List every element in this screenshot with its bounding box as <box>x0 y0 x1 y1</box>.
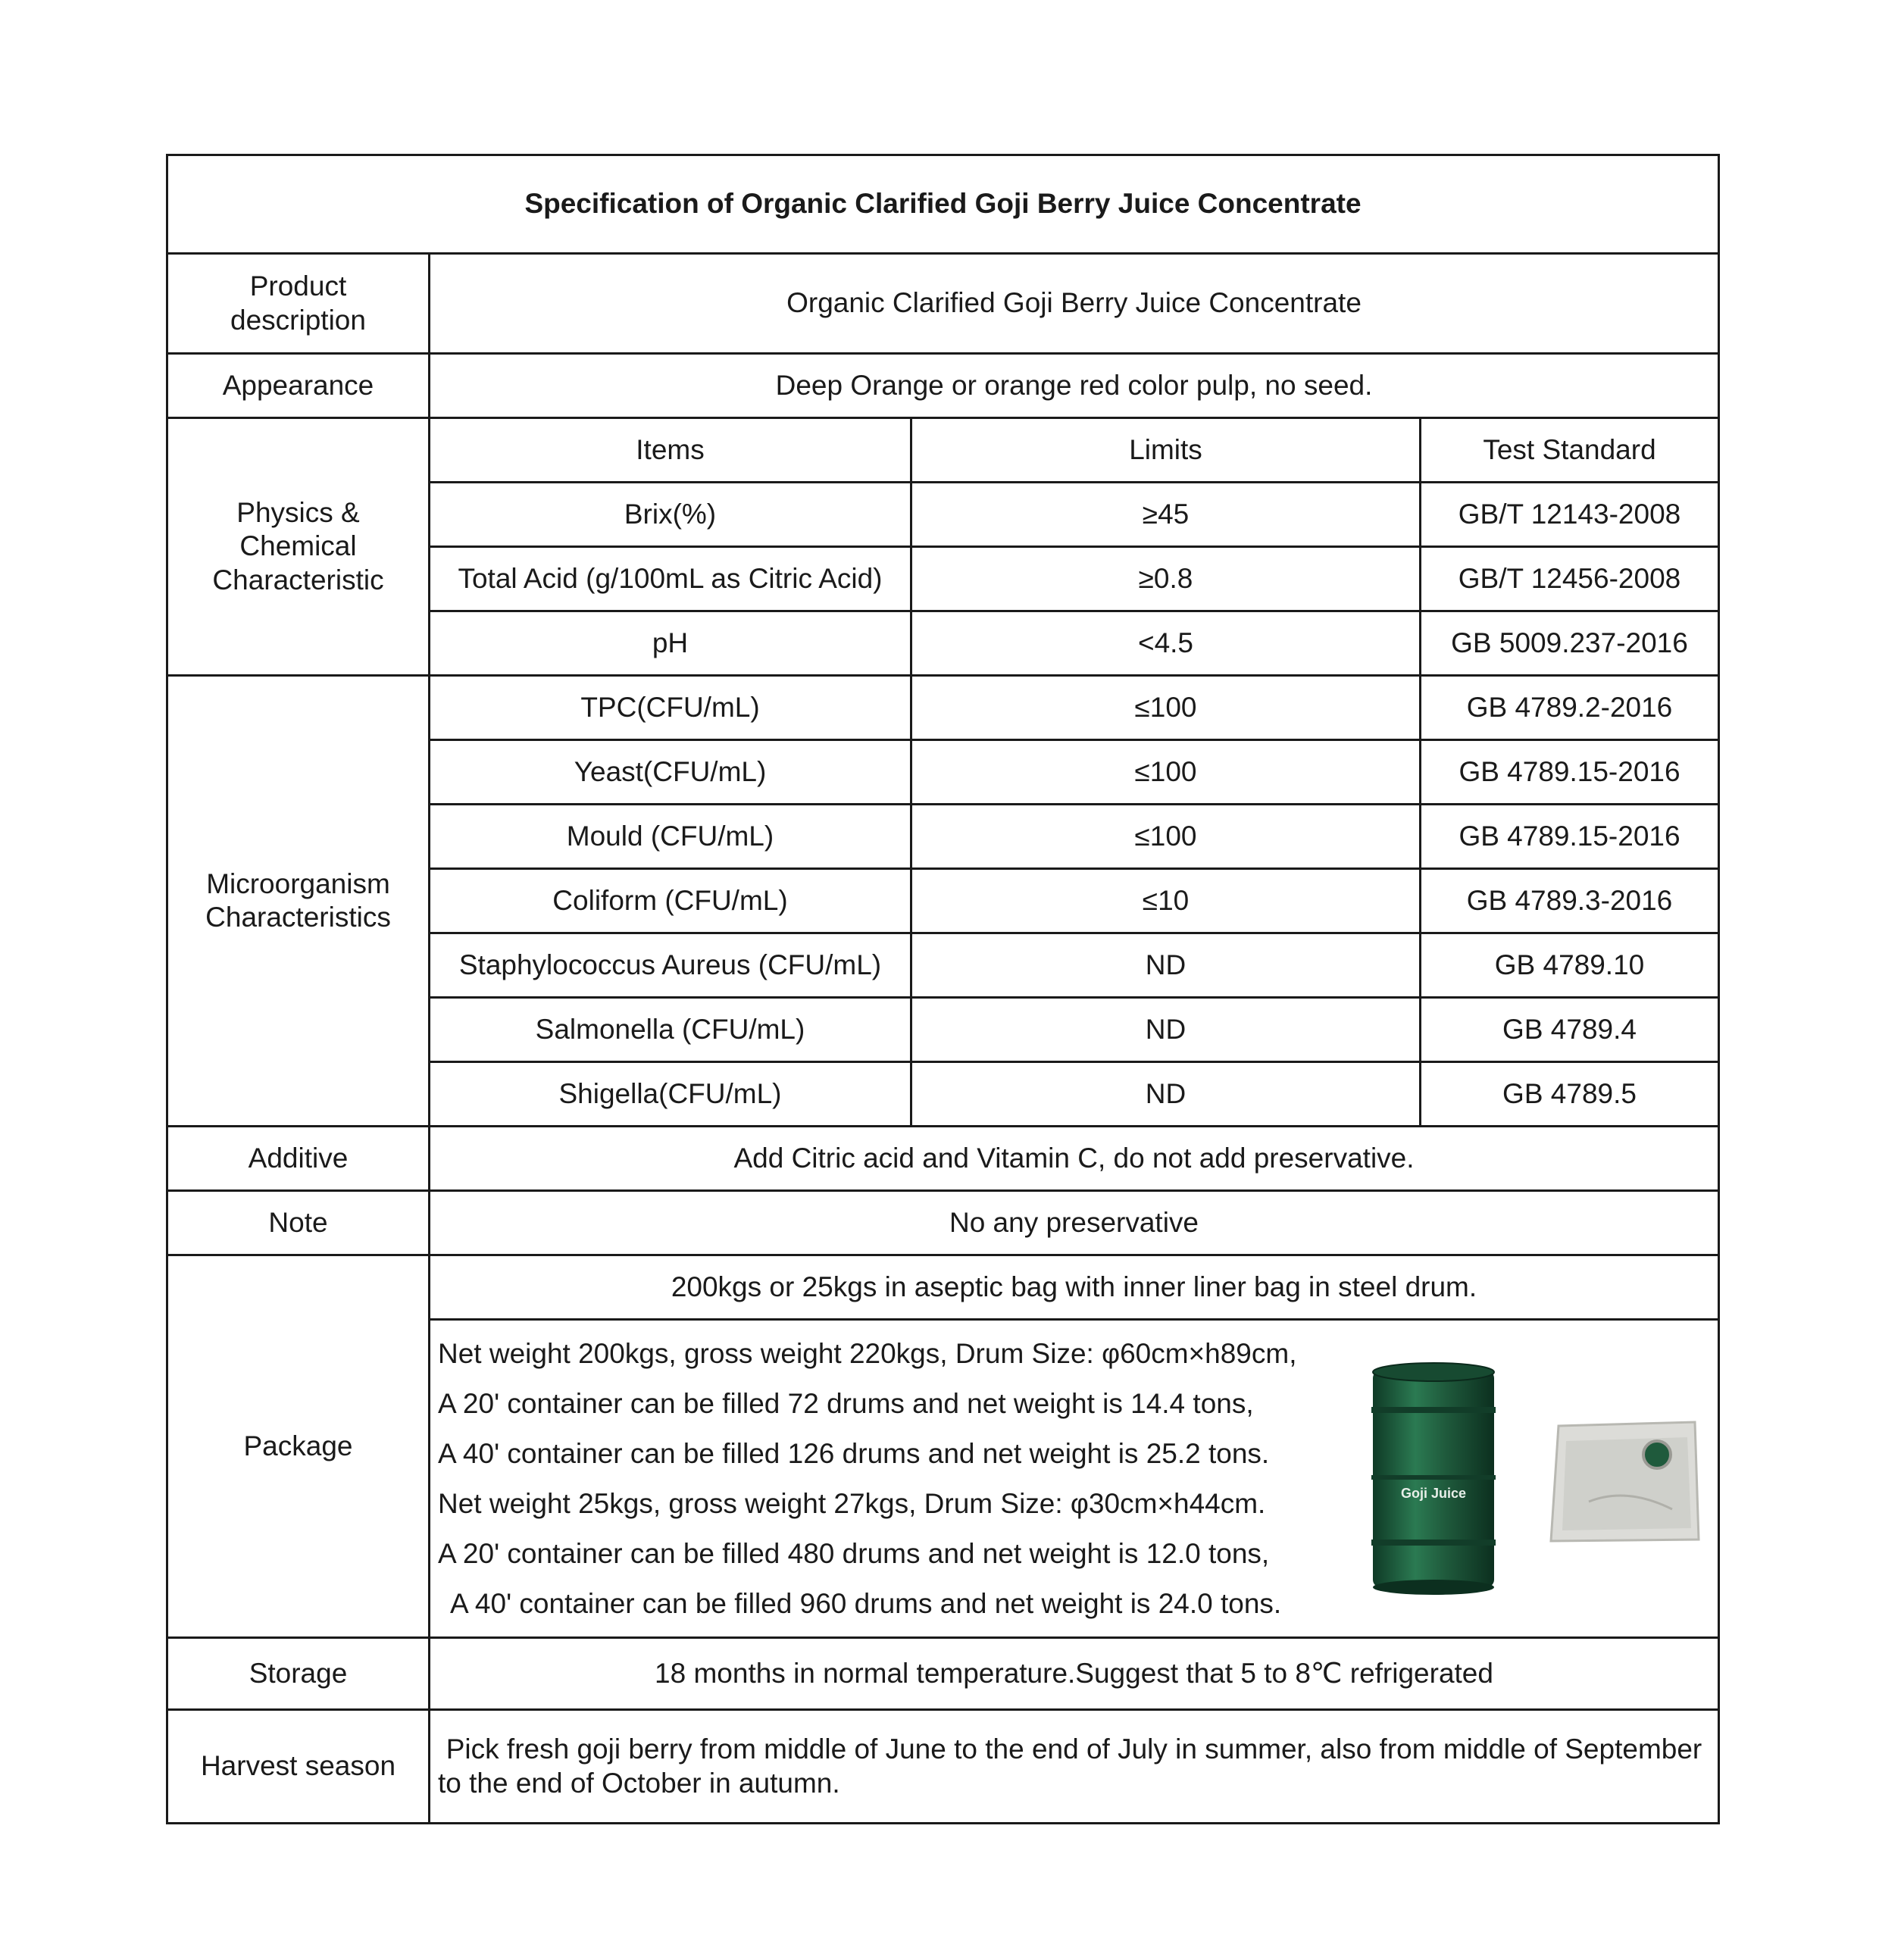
micro-standard: GB 4789.15-2016 <box>1421 740 1719 805</box>
micro-item: Coliform (CFU/mL) <box>430 869 911 933</box>
package-lines <box>438 1329 1297 1629</box>
micro-label-line1: Microorganism <box>206 867 390 899</box>
micro-standard: GB 4789.4 <box>1421 998 1719 1062</box>
micro-limit: ≤100 <box>911 676 1421 740</box>
storage-label: Storage <box>167 1638 430 1710</box>
appearance-value: Deep Orange or orange red color pulp, no seed. <box>430 354 1719 418</box>
harvest-value: Pick fresh goji berry from middle of June to the end of July in summer, also from middle of September to the end of October in autumn. <box>430 1710 1719 1824</box>
physics-limit: <4.5 <box>911 611 1421 676</box>
micro-limit: ND <box>911 933 1421 998</box>
micro-item: TPC(CFU/mL) <box>430 676 911 740</box>
harvest-label: Harvest season <box>167 1710 430 1824</box>
product-description-label <box>167 254 430 354</box>
spec-title: Specification of Organic Clarified Goji Berry Juice Concentrate <box>167 155 1719 254</box>
product-description-value: Organic Clarified Goji Berry Juice Concentrate <box>430 254 1719 354</box>
package-line: Net weight 200kgs, gross weight 220kgs, Drum Size: φ60cm×h89cm, <box>438 1337 1297 1369</box>
physics-standard: GB/T 12456-2008 <box>1421 547 1719 611</box>
spec-sheet <box>166 154 1718 1821</box>
micro-standard: GB 4789.15-2016 <box>1421 805 1719 869</box>
micro-item: Yeast(CFU/mL) <box>430 740 911 805</box>
package-line: A 20' container can be filled 480 drums and net weight is 12.0 tons, <box>438 1537 1270 1569</box>
physics-chemical-label <box>167 418 430 676</box>
package-line: A 40' container can be filled 960 drums and net weight is 24.0 tons. <box>450 1587 1282 1619</box>
physics-standard: GB/T 12143-2008 <box>1421 483 1719 547</box>
physics-label-line1: Physics & <box>236 496 360 528</box>
micro-limit: ≤100 <box>911 805 1421 869</box>
drum-label-text: Goji Juice <box>1400 1485 1467 1501</box>
note-label: Note <box>167 1191 430 1255</box>
microorganism-label <box>167 676 430 1127</box>
package-line: Net weight 25kgs, gross weight 27kgs, Drum Size: φ30cm×h44cm. <box>438 1487 1266 1519</box>
storage-value: 18 months in normal temperature.Suggest that 5 to 8℃ refrigerated <box>430 1638 1719 1710</box>
micro-limit: ≤10 <box>911 869 1421 933</box>
physics-label-line3: Characteristic <box>212 564 384 596</box>
micro-item: Staphylococcus Aureus (CFU/mL) <box>430 933 911 998</box>
spec-table <box>166 154 1720 1824</box>
micro-label-line2: Characteristics <box>205 902 391 933</box>
physics-limit: ≥45 <box>911 483 1421 547</box>
table-row <box>167 676 1719 740</box>
product-description-label-line1: Product <box>249 270 347 302</box>
micro-standard: GB 4789.10 <box>1421 933 1719 998</box>
micro-limit: ND <box>911 998 1421 1062</box>
aseptic-bag-image <box>1543 1411 1702 1547</box>
micro-item: Mould (CFU/mL) <box>430 805 911 869</box>
package-images <box>1369 1361 1702 1596</box>
physics-item: Total Acid (g/100mL as Citric Acid) <box>430 547 911 611</box>
micro-standard: GB 4789.5 <box>1421 1062 1719 1127</box>
product-description-label-line2: description <box>230 304 366 336</box>
micro-standard: GB 4789.3-2016 <box>1421 869 1719 933</box>
package-line: A 20' container can be filled 72 drums and net weight is 14.4 tons, <box>438 1387 1254 1419</box>
header-items: Items <box>430 418 911 483</box>
package-bag-line: 200kgs or 25kgs in aseptic bag with inner liner bag in steel drum. <box>430 1255 1719 1320</box>
physics-standard: GB 5009.237-2016 <box>1421 611 1719 676</box>
header-limits: Limits <box>911 418 1421 483</box>
micro-limit: ND <box>911 1062 1421 1127</box>
note-value: No any preservative <box>430 1191 1719 1255</box>
micro-item: Salmonella (CFU/mL) <box>430 998 911 1062</box>
physics-item: pH <box>430 611 911 676</box>
micro-item: Shigella(CFU/mL) <box>430 1062 911 1127</box>
micro-limit: ≤100 <box>911 740 1421 805</box>
package-line: A 40' container can be filled 126 drums and net weight is 25.2 tons. <box>438 1437 1270 1469</box>
micro-standard: GB 4789.2-2016 <box>1421 676 1719 740</box>
physics-label-line2: Chemical <box>239 530 357 562</box>
additive-label: Additive <box>167 1127 430 1191</box>
physics-item: Brix(%) <box>430 483 911 547</box>
additive-value: Add Citric acid and Vitamin C, do not add preservative. <box>430 1127 1719 1191</box>
package-label: Package <box>167 1255 430 1638</box>
header-test-standard: Test Standard <box>1421 418 1719 483</box>
steel-drum-image <box>1369 1361 1498 1596</box>
package-details <box>430 1320 1719 1638</box>
appearance-label: Appearance <box>167 354 430 418</box>
physics-limit: ≥0.8 <box>911 547 1421 611</box>
